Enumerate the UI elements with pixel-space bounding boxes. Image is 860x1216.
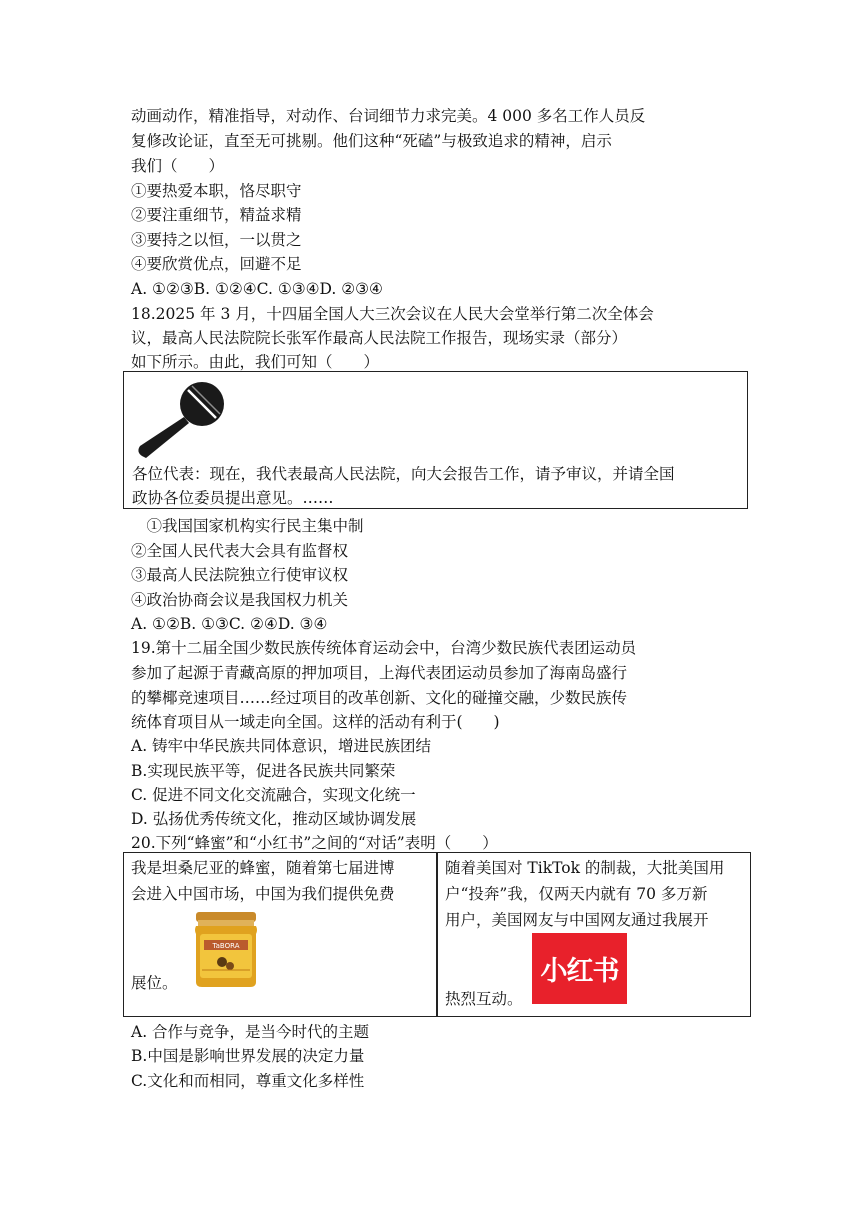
honey-text-2: 会进入中国市场，中国为我们提供免费 — [131, 885, 395, 903]
q17-statement-2: ②要注重细节，精益求精 — [131, 206, 302, 224]
q20-stem: 20.下列“蜂蜜”和“小红书”之间的“对话”表明（ ） — [131, 834, 498, 852]
q18-statement-3: ③最高人民法院独立行使审议权 — [131, 566, 349, 584]
honey-cell — [124, 853, 436, 1016]
q19-line-1: 19.第十二届全国少数民族传统体育运动会中，台湾少数民族代表团运动员 — [131, 639, 637, 657]
q19-line-4: 统体育项目从一域走向全国。这样的活动有利于( ) — [131, 713, 500, 731]
xiaohongshu-cell — [438, 853, 750, 1016]
q19-line-2: 参加了起源于青藏高原的押加项目，上海代表团运动员参加了海南岛盛行 — [131, 664, 628, 682]
xhs-text-1: 随着美国对 TikTok 的制裁，大批美国用 — [445, 859, 725, 877]
q18-statement-1: ①我国国家机构实行民主集中制 — [131, 517, 364, 535]
q20-option-c: C.文化和而相同，尊重文化多样性 — [131, 1072, 365, 1090]
q19-option-d: D. 弘扬优秀传统文化，推动区域协调发展 — [131, 810, 417, 828]
q17-options: A. ①②③B. ①②④C. ①③④D. ②③④ — [131, 280, 383, 298]
q20-dialogue-table — [123, 852, 751, 1017]
q17-line-3: 我们（ ） — [131, 157, 225, 175]
q18-options: A. ①②B. ①③C. ②④D. ③④ — [131, 615, 328, 633]
q18-stem-1: 18.2025 年 3 月，十四届全国人大三次会议在人民大会堂举行第二次全体会 — [131, 305, 654, 323]
q17-statement-1: ①要热爱本职，恪尽职守 — [131, 182, 302, 200]
q18-quote-line-1: 各位代表：现在，我代表最高人民法院，向大会报告工作，请予审议，并请全国 — [132, 465, 675, 483]
q20-option-b: B.中国是影响世界发展的决定力量 — [131, 1047, 365, 1065]
xhs-text-2: 户“投奔”我，仅两天内就有 70 多万新 — [445, 885, 708, 903]
xiaohongshu-logo-text: 小红书 — [540, 956, 619, 987]
q18-statement-2: ②全国人民代表大会具有监督权 — [131, 542, 349, 560]
xiaohongshu-logo — [532, 933, 627, 1004]
honey-text-3: 展位。 — [131, 974, 178, 992]
xhs-text-4: 热烈互动。 — [445, 990, 523, 1008]
q18-statement-4: ④政治协商会议是我国权力机关 — [131, 591, 349, 609]
q19-option-b: B.实现民族平等，促进各民族共同繁荣 — [131, 762, 396, 780]
q17-line-2: 复修改论证，直至无可挑剔。他们这种“死磕”与极致追求的精神，启示 — [131, 132, 612, 150]
microphone-icon — [132, 376, 227, 458]
q18-quote-box — [123, 371, 748, 509]
q17-line-1: 动画动作，精准指导，对动作、台词细节力求完美。4 000 多名工作人员反 — [131, 107, 646, 125]
q17-statement-4: ④要欣赏优点，回避不足 — [131, 255, 302, 273]
xhs-text-3: 用户，美国网友与中国网友通过我展开 — [445, 911, 709, 929]
q19-line-3: 的攀椰竞速项目……经过项目的改革创新、文化的碰撞交融，少数民族传 — [131, 689, 628, 707]
q19-option-a: A. 铸牢中华民族共同体意识，增进民族团结 — [131, 737, 432, 755]
q18-stem-3: 如下所示。由此，我们可知（ ） — [131, 353, 380, 371]
q20-option-a: A. 合作与竞争，是当今时代的主题 — [131, 1023, 370, 1041]
jar-label: TaBORA — [212, 942, 240, 950]
honey-jar-image — [192, 910, 260, 988]
q18-stem-2: 议，最高人民法院院长张军作最高人民法院工作报告，现场实录（部分） — [131, 329, 628, 347]
q17-statement-3: ③要持之以恒，一以贯之 — [131, 231, 302, 249]
honey-text-1: 我是坦桑尼亚的蜂蜜，随着第七届进博 — [131, 859, 395, 877]
q19-option-c: C. 促进不同文化交流融合，实现文化统一 — [131, 786, 416, 804]
q18-quote-line-2: 政协各位委员提出意见。…… — [132, 489, 334, 507]
